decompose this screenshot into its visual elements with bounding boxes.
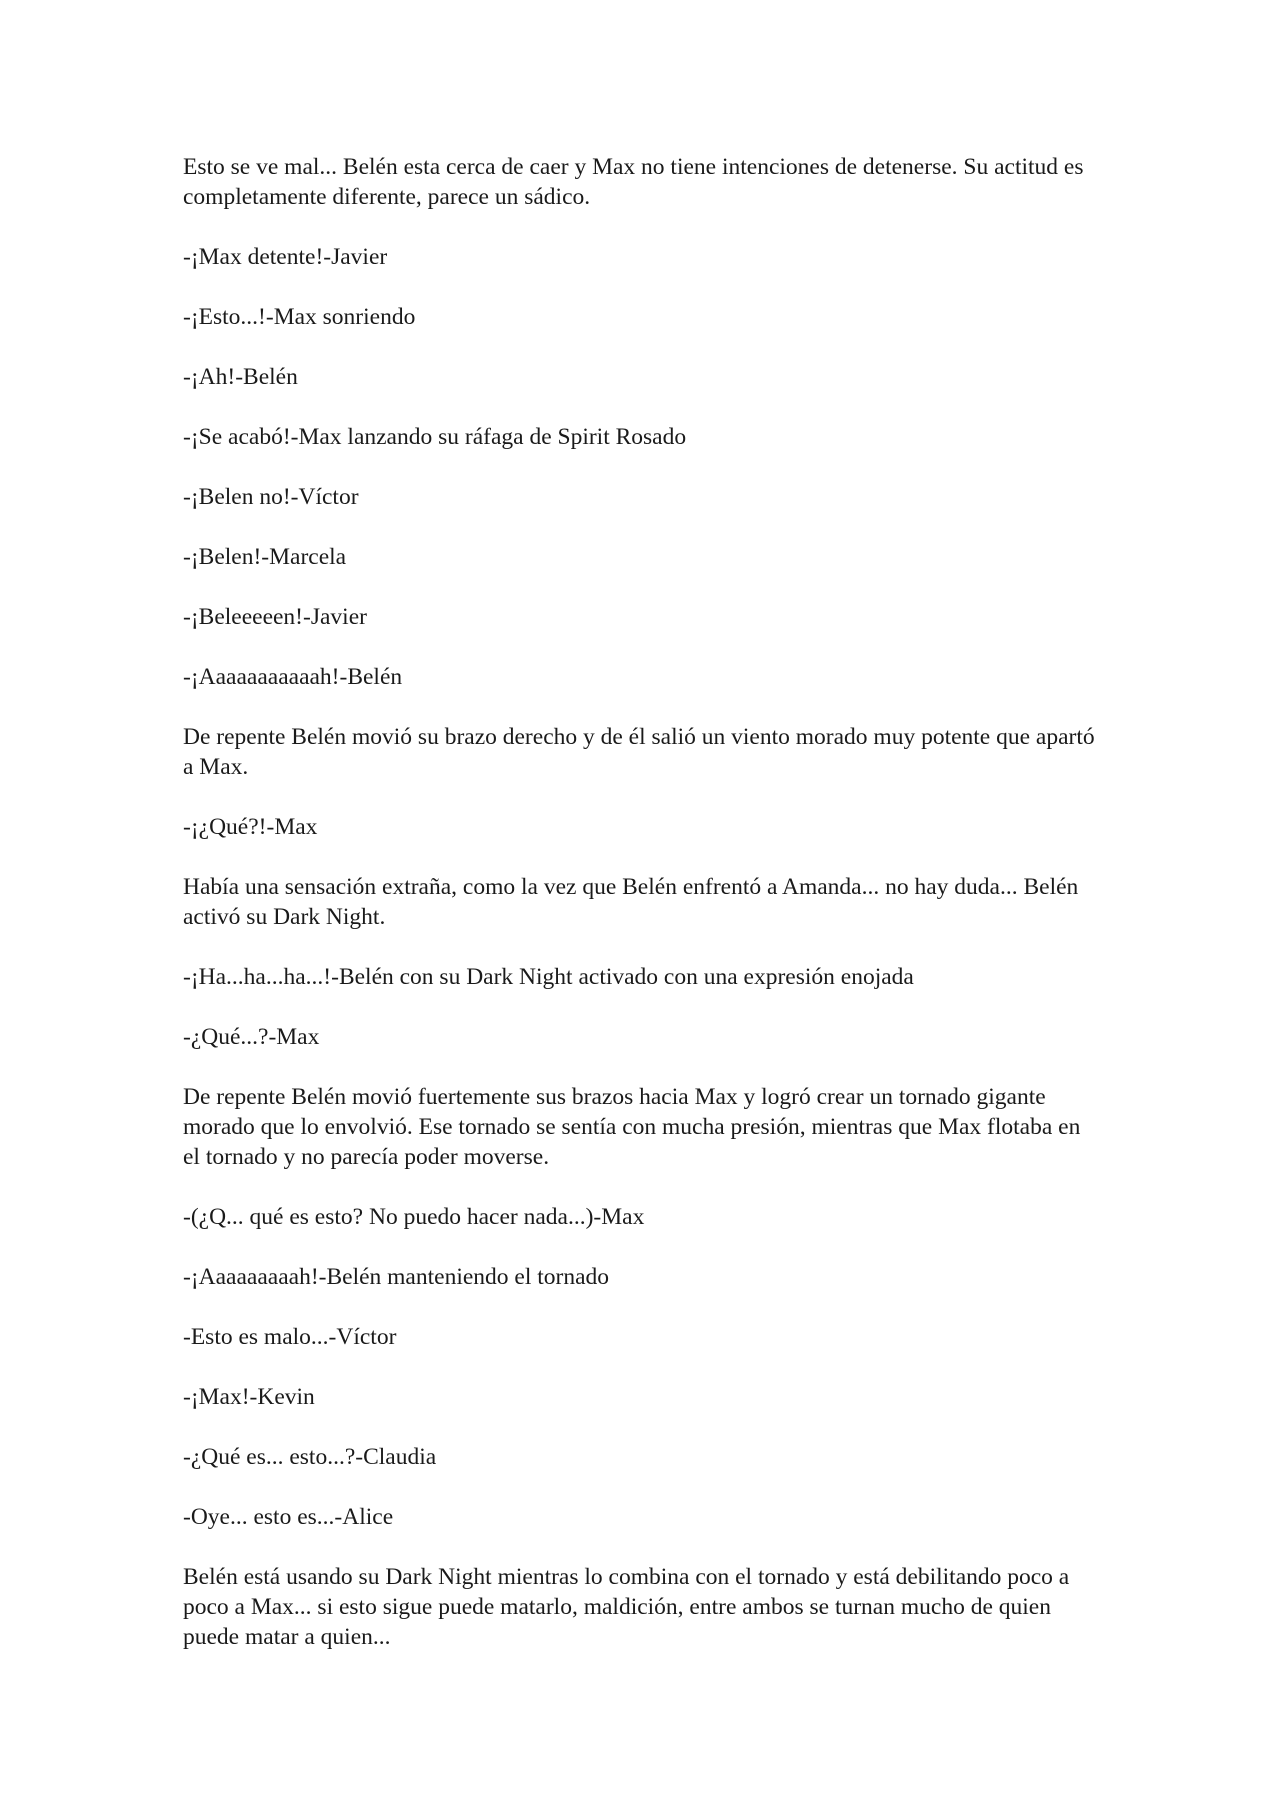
paragraph: De repente Belén movió fuertemente sus brazos hacia Max y logró crear un tornado gigante morado que lo envolvió. Ese tornado se sentía con mucha presión, mientras que Max flotaba en el tornado y no parecía poder moverse. (183, 1084, 1081, 1170)
dialogue-line: -¿Qué es... esto...?-Claudia (183, 1444, 437, 1470)
dialogue-line: -(¿Q... qué es esto? No puedo hacer nada...)-Max (183, 1204, 645, 1230)
dialogue-line: -¡Belen!-Marcela (183, 544, 347, 570)
dialogue-line: -Esto es malo...-Víctor (183, 1324, 397, 1350)
document-body (183, 152, 1103, 1682)
dialogue-line: -¡Aaaaaaaaaaah!-Belén (183, 664, 403, 690)
paragraph: Belén está usando su Dark Night mientras lo combina con el tornado y está debilitando poco a poco a Max... si esto sigue puede matarlo, maldición, entre ambos se turnan mucho de quien puede matar a quien... (183, 1564, 1070, 1650)
dialogue-line: -¡Se acabó!-Max lanzando su ráfaga de Spirit Rosado (183, 424, 687, 450)
dialogue-line: -¿Qué...?-Max (183, 1024, 320, 1050)
dialogue-line: -¡Max detente!-Javier (183, 244, 388, 270)
dialogue-line: -¡¿Qué?!-Max (183, 814, 318, 840)
paragraph: De repente Belén movió su brazo derecho y de él salió un viento morado muy potente que apartó a Max. (183, 724, 1095, 780)
dialogue-line: -¡Aaaaaaaaah!-Belén manteniendo el tornado (183, 1264, 610, 1290)
dialogue-line: -¡Esto...!-Max sonriendo (183, 304, 416, 330)
paragraph: Esto se ve mal... Belén esta cerca de caer y Max no tiene intenciones de detenerse. Su actitud es completamente diferente, parece un sádico. (183, 154, 1084, 210)
dialogue-line: -¡Max!-Kevin (183, 1384, 315, 1410)
dialogue-line: -¡Beleeeeen!-Javier (183, 604, 367, 630)
dialogue-line: -¡Belen no!-Víctor (183, 484, 359, 510)
paragraph: Había una sensación extraña, como la vez que Belén enfrentó a Amanda... no hay duda... Belén activó su Dark Night. (183, 874, 1079, 930)
dialogue-line: -¡Ha...ha...ha...!-Belén con su Dark Night activado con una expresión enojada (183, 964, 914, 990)
dialogue-line: -¡Ah!-Belén (183, 364, 298, 390)
dialogue-line: -Oye... esto es...-Alice (183, 1504, 394, 1530)
